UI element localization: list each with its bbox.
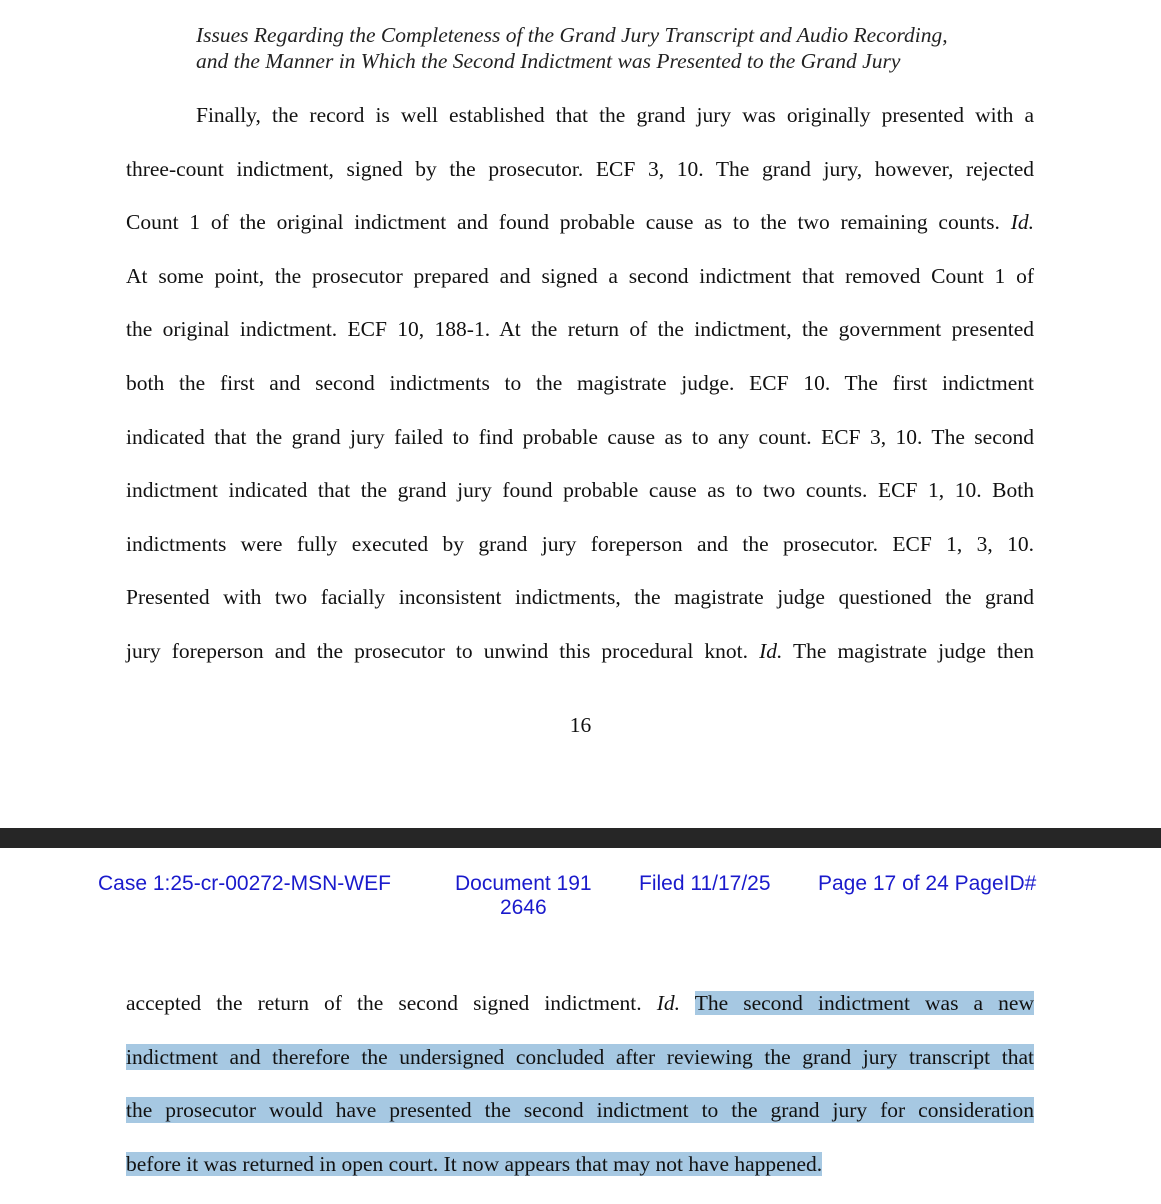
- ecf-header: [0, 868, 1161, 928]
- highlighted-line: indictment and therefore the undersigned concluded after reviewing the grand jury transcript that: [126, 1044, 1034, 1069]
- paragraph-line: indictments were fully executed by grand jury foreperson and the prosecutor. ECF 1, 3, 10.: [126, 531, 1034, 556]
- id-citation: Id.: [1010, 210, 1034, 235]
- highlighted-text: The second indictment was a new: [694, 991, 1034, 1015]
- page-number: 16: [569, 713, 592, 737]
- heading-line-1: Issues Regarding the Completeness of the Grand Jury Transcript and Audio Recording,: [196, 23, 948, 47]
- case-number: Case 1:25-cr-00272-MSN-WEF: [98, 872, 391, 895]
- paragraph-line: At some point, the prosecutor prepared and signed a second indictment that removed Count 1 of: [126, 263, 1034, 288]
- heading-line-2: and the Manner in Which the Second Indictment was Presented to the Grand Jury: [196, 49, 901, 73]
- section-heading: [196, 22, 1096, 74]
- paragraph-line: jury foreperson and the prosecutor to unwind this procedural knot. Id. The magistrate judge then: [126, 638, 1034, 663]
- paragraph-line: both the first and second indictments to the magistrate judge. ECF 10. The first indictment: [126, 370, 1034, 395]
- id-citation: Id.: [759, 638, 783, 663]
- paragraph-line: the original indictment. ECF 10, 188-1. At the return of the indictment, the government presented: [126, 317, 1034, 342]
- paragraph-line: Count 1 of the original indictment and found probable cause as to the two remaining counts. Id.: [126, 210, 1034, 235]
- page-id-value: 2646: [499, 896, 547, 919]
- filed-date: Filed 11/17/25: [639, 872, 771, 895]
- page-count: Page 17 of 24 PageID#: [818, 872, 1037, 895]
- document-number: Document 191 2646: [455, 872, 592, 919]
- continued-paragraph: [126, 990, 1034, 1204]
- highlighted-line: the prosecutor would have presented the second indictment to the grand jury for consideration: [126, 1098, 1034, 1123]
- id-citation: Id.: [656, 991, 681, 1015]
- highlighted-line: before it was returned in open court. It now appears that may not have happened.: [126, 1151, 823, 1176]
- paragraph-line: indicated that the grand jury failed to find probable cause as to any count. ECF 3, 10. The second: [126, 424, 1034, 449]
- paragraph-line: Finally, the record is well established that the grand jury was originally presented with a: [196, 103, 1034, 127]
- body-paragraph: [126, 102, 1034, 692]
- paragraph-line: three-count indictment, signed by the prosecutor. ECF 3, 10. The grand jury, however, rejected: [126, 156, 1034, 181]
- paragraph-line: indictment indicated that the grand jury found probable cause as to two counts. ECF 1, 10. Both: [126, 478, 1034, 503]
- paragraph-line: Presented with two facially inconsistent indictments, the magistrate judge questioned the grand: [126, 585, 1034, 610]
- paragraph-line: accepted the return of the second signed indictment. Id. The second indictment was a new: [126, 991, 1034, 1015]
- page-divider: [0, 828, 1161, 848]
